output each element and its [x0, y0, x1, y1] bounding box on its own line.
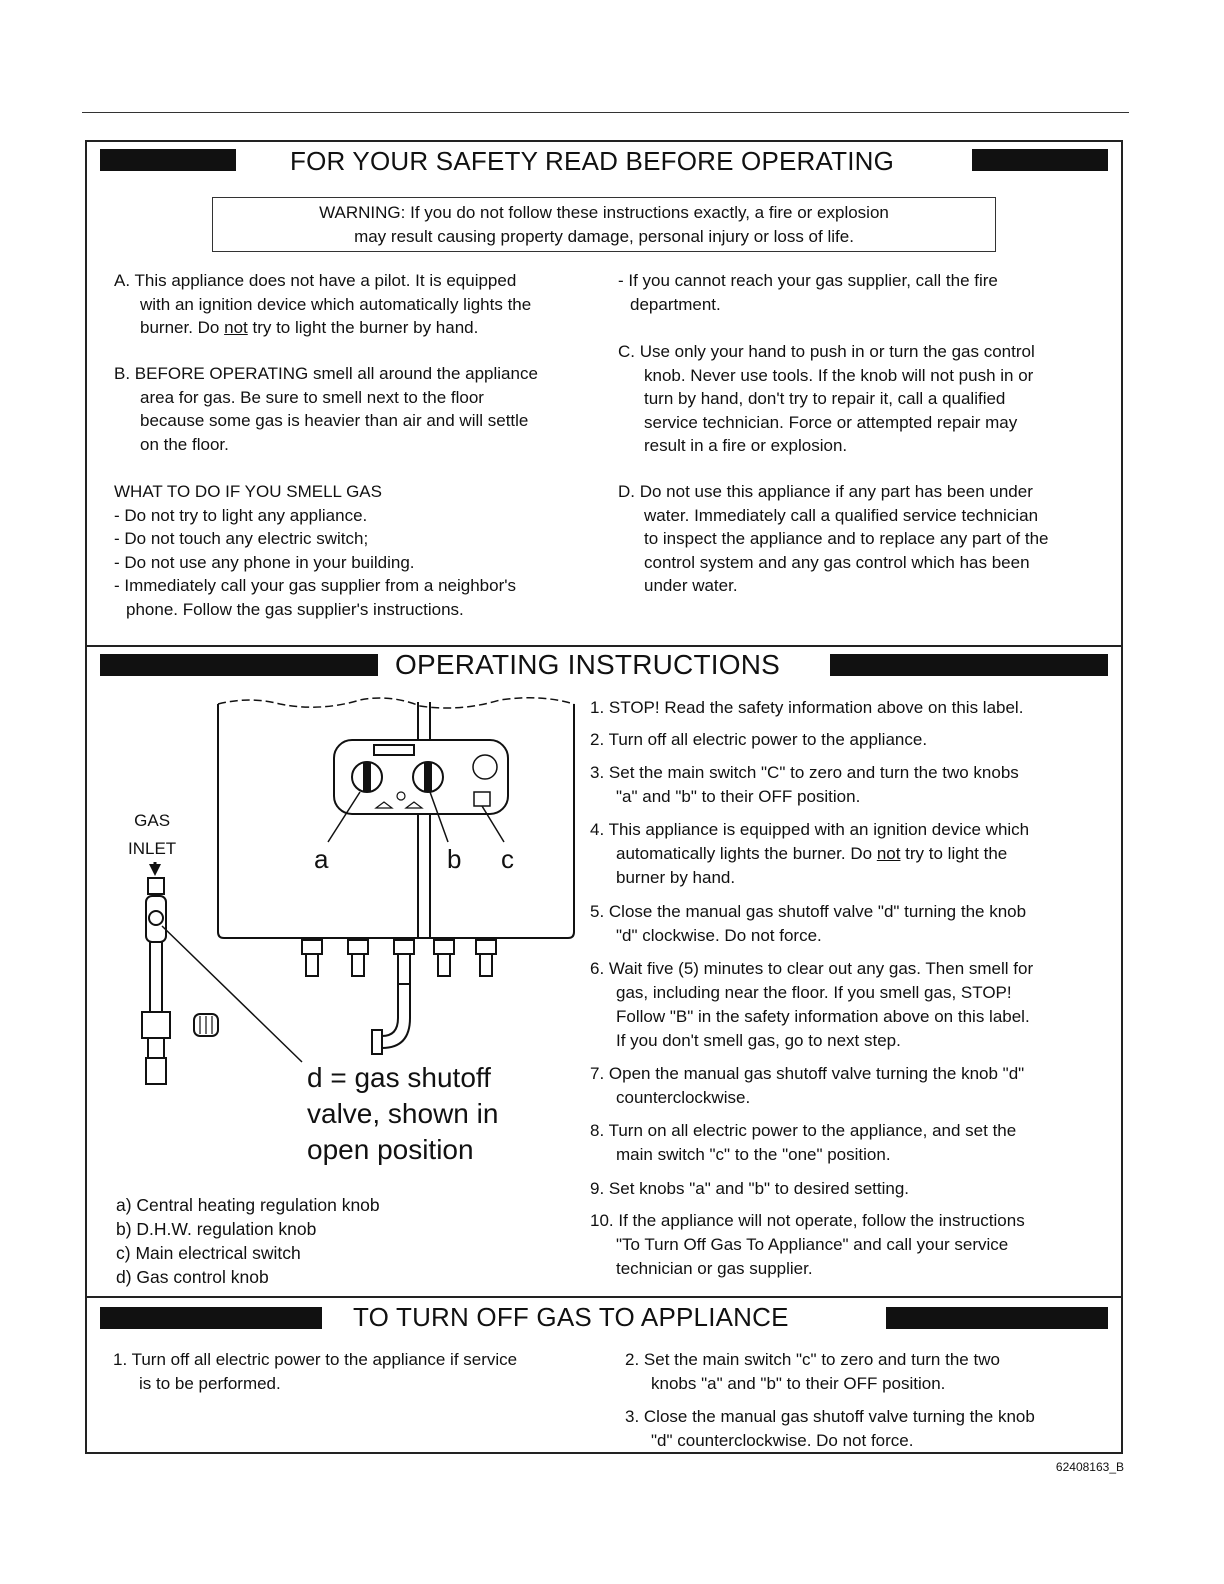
label-b: b	[447, 844, 462, 874]
text-line: 3. Set the main switch "C" to zero and turn the two knobs	[590, 763, 1019, 782]
legend-item: b) D.H.W. regulation knob	[116, 1219, 317, 1239]
diagram-legend	[116, 1193, 380, 1289]
warning-box	[212, 197, 996, 252]
text-line: counterclockwise.	[616, 1088, 751, 1107]
safety-title: FOR YOUR SAFETY READ BEFORE OPERATING	[290, 146, 895, 176]
text-line: d = gas shutoff	[307, 1062, 491, 1093]
text-line: area for gas. Be sure to smell next to the floor	[140, 387, 484, 407]
text-line: turn by hand, don't try to repair it, call a qualified	[644, 389, 1006, 408]
title-bar-right	[972, 149, 1108, 171]
section-divider-1	[85, 645, 1123, 647]
text-line: - If you cannot reach your gas supplier, call the fire	[618, 271, 998, 290]
text-line: 9. Set knobs "a" and "b" to desired setting.	[590, 1179, 909, 1198]
text-line: open position	[307, 1134, 474, 1165]
warning-line: may result causing property damage, personal injury or loss of life.	[354, 227, 854, 246]
safety-item-b	[114, 362, 538, 456]
step-10	[590, 1209, 1025, 1281]
text-line	[590, 842, 1029, 866]
text-line: INLET	[128, 839, 177, 858]
text-line: department.	[630, 294, 721, 314]
text-line: technician or gas supplier.	[616, 1259, 813, 1278]
safety-item-a	[114, 269, 531, 340]
step-2	[590, 728, 927, 752]
text-span: try to light the burner by hand.	[247, 318, 479, 337]
text-span: try to light the	[900, 844, 1008, 863]
text-line: GAS	[134, 811, 171, 830]
text-line: 4. This appliance is equipped with an ignition device which	[590, 820, 1030, 839]
text-line: phone. Follow the gas supplier's instructions.	[126, 599, 464, 619]
text-line: 5. Close the manual gas shutoff valve "d" turning the knob	[590, 902, 1027, 921]
valve-callout	[307, 1060, 498, 1168]
text-line: "To Turn Off Gas To Appliance" and call your service	[616, 1235, 1009, 1254]
operating-title: OPERATING INSTRUCTIONS	[395, 649, 781, 680]
text-line	[114, 316, 531, 340]
text-line: under water.	[644, 576, 738, 595]
text-span: burner. Do	[140, 318, 225, 337]
title-bar-left	[100, 1307, 322, 1329]
section-divider-2	[85, 1296, 1123, 1298]
text-line: 1. Turn off all electric power to the appliance if service	[113, 1350, 518, 1369]
gas-inlet-label	[128, 807, 176, 863]
title-bar-left	[100, 654, 378, 676]
label-c: c	[501, 844, 514, 874]
step-7	[590, 1062, 1024, 1110]
step-9	[590, 1177, 909, 1201]
text-line: A. This appliance does not have a pilot. It is equipped	[114, 271, 517, 290]
text-line: with an ignition device which automatically lights the	[140, 294, 532, 314]
top-rule	[82, 112, 1129, 113]
underlined-word: not	[224, 318, 248, 337]
title-bar-right	[830, 654, 1108, 676]
text-line: "a" and "b" to their OFF position.	[616, 787, 861, 806]
text-line: on the floor.	[140, 434, 229, 454]
text-line: result in a fire or explosion.	[644, 436, 848, 455]
text-line: because some gas is heavier than air and will settle	[140, 411, 529, 430]
legend-item: a) Central heating regulation knob	[116, 1195, 380, 1215]
text-line: gas, including near the floor. If you smell gas, STOP!	[616, 983, 1012, 1002]
text-line: control system and any gas control which has been	[644, 552, 1030, 572]
legend-item: d) Gas control knob	[116, 1267, 269, 1287]
turnoff-step-2	[625, 1348, 1000, 1395]
safety-right-top	[618, 269, 998, 316]
underlined-word: not	[876, 844, 901, 863]
text-line: If you don't smell gas, go to next step.	[616, 1031, 901, 1050]
step-4	[590, 818, 1029, 890]
text-line: - Do not try to light any appliance.	[114, 505, 368, 525]
step-1	[590, 696, 1023, 720]
text-line: C. Use only your hand to push in or turn the gas control	[618, 342, 1035, 361]
appliance-diagram	[120, 692, 580, 1092]
document-code: 62408163_B	[1055, 1460, 1124, 1474]
text-line: "d" counterclockwise. Do not force.	[651, 1430, 914, 1450]
text-line: is to be performed.	[139, 1373, 281, 1393]
text-line: service technician. Force or attempted repair may	[644, 412, 1018, 432]
text-line: - Immediately call your gas supplier from a neighbor's	[114, 576, 516, 595]
text-line: Follow "B" in the safety information above on this label.	[616, 1007, 1030, 1026]
text-line: 10. If the appliance will not operate, follow the instructions	[590, 1211, 1025, 1230]
text-line: knob. Never use tools. If the knob will not push in or	[644, 365, 1034, 385]
smell-gas-list	[114, 480, 516, 621]
title-bar-right	[886, 1307, 1108, 1329]
text-line: - Do not use any phone in your building.	[114, 552, 415, 572]
safety-item-d	[618, 480, 1049, 598]
safety-item-c	[618, 340, 1035, 458]
warning-line: WARNING: If you do not follow these instructions exactly, a fire or explosion	[319, 203, 889, 222]
text-line: D. Do not use this appliance if any part has been under	[618, 482, 1033, 501]
step-3	[590, 761, 1019, 809]
text-line: 3. Close the manual gas shutoff valve turning the knob	[625, 1407, 1035, 1426]
text-line: "d" clockwise. Do not force.	[616, 926, 822, 945]
text-line: knobs "a" and "b" to their OFF position.	[651, 1373, 946, 1393]
text-line: B. BEFORE OPERATING smell all around the appliance	[114, 364, 538, 383]
text-line: 8. Turn on all electric power to the appliance, and set the	[590, 1121, 1017, 1140]
text-line: - Do not touch any electric switch;	[114, 529, 369, 548]
turnoff-title: TO TURN OFF GAS TO APPLIANCE	[353, 1302, 789, 1332]
text-line: 2. Turn off all electric power to the appliance.	[590, 730, 928, 749]
text-line: water. Immediately call a qualified service technician	[644, 505, 1039, 525]
text-line: 7. Open the manual gas shutoff valve turning the knob "d"	[590, 1064, 1025, 1083]
text-line: burner by hand.	[616, 868, 736, 887]
text-line: to inspect the appliance and to replace any part of the	[644, 529, 1049, 548]
title-bar-left	[100, 149, 236, 171]
text-span: automatically lights the burner. Do	[616, 844, 877, 863]
turnoff-step-1	[113, 1348, 517, 1395]
text-line: 2. Set the main switch "c" to zero and turn the two	[625, 1350, 1000, 1369]
legend-item: c) Main electrical switch	[116, 1243, 301, 1263]
step-8	[590, 1119, 1016, 1167]
label-a: a	[314, 844, 329, 874]
text-line: 1. STOP! Read the safety information above on this label.	[590, 698, 1024, 717]
text-line: WHAT TO DO IF YOU SMELL GAS	[114, 482, 382, 501]
text-line: 6. Wait five (5) minutes to clear out any gas. Then smell for	[590, 959, 1034, 978]
turnoff-step-3	[625, 1405, 1035, 1452]
text-line: valve, shown in	[307, 1098, 499, 1129]
step-6	[590, 957, 1033, 1053]
step-5	[590, 900, 1026, 948]
text-line: main switch "c" to the "one" position.	[616, 1145, 891, 1164]
